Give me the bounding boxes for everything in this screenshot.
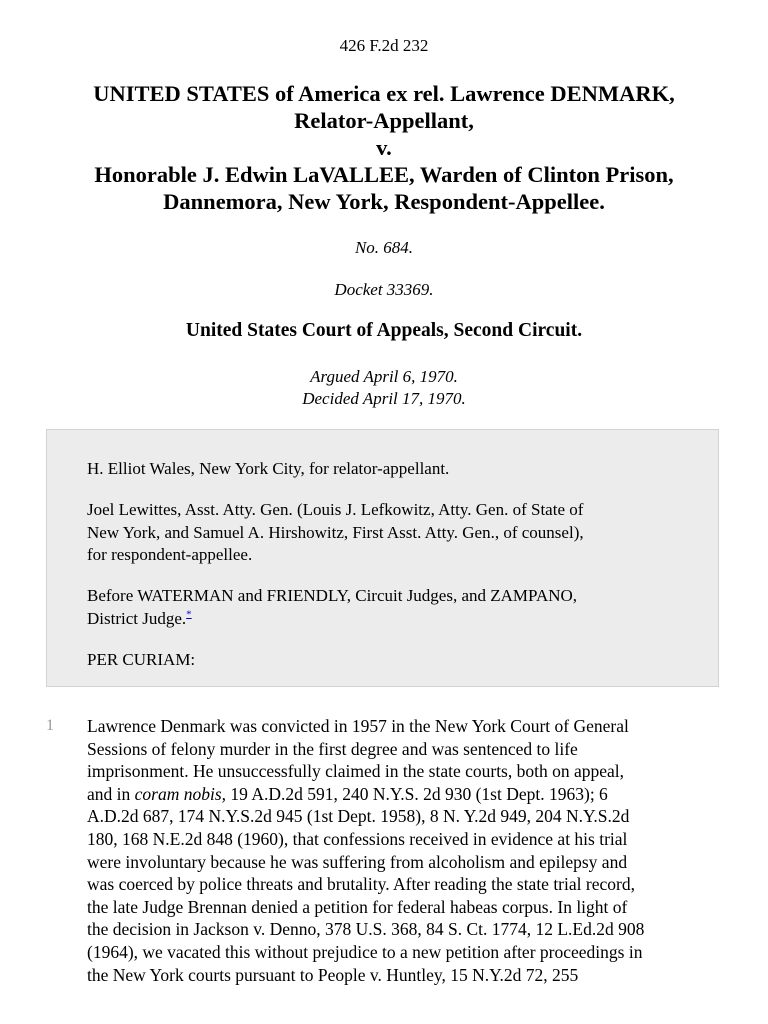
- bench-line-1: Before WATERMAN and FRIENDLY, Circuit Judges, and ZAMPANO,: [87, 586, 578, 605]
- coram-nobis-italic: coram nobis,: [134, 783, 227, 804]
- paragraph-line-2: Sessions of felony murder in the first degree and was sentenced to life: [87, 738, 578, 759]
- opinion-paragraph: [87, 715, 727, 986]
- paragraph-line-7: were involuntary because he was suffering from alcoholism and epilepsy and: [87, 851, 628, 872]
- case-title: [0, 80, 768, 215]
- paragraph-line-1: Lawrence Denmark was convicted in 1957 in the New York Court of General: [87, 716, 629, 736]
- paragraph-line-12: the New York courts pursuant to People v. Huntley, 15 N.Y.2d 72, 255: [87, 964, 579, 985]
- title-line-2: Relator-Appellant,: [294, 108, 474, 133]
- counsel-section: [46, 429, 719, 687]
- paragraph-line-11: (1964), we vacated this without prejudice to a new petition after proceedings in: [87, 941, 643, 962]
- line-4-post: 19 A.D.2d 591, 240 N.Y.S. 2d 930 (1st Dept. 1963); 6: [226, 783, 608, 804]
- relator-counsel: H. Elliot Wales, New York City, for relator-appellant.: [87, 459, 450, 478]
- respondent-counsel-line-2: New York, and Samuel A. Hirshowitz, First Asst. Atty. Gen., of counsel),: [87, 522, 584, 542]
- paragraph-line-5: A.D.2d 687, 174 N.Y.S.2d 945 (1st Dept. 1958), 8 N. Y.2d 949, 204 N.Y.S.2d: [87, 806, 630, 827]
- title-line-1: UNITED STATES of America ex rel. Lawrence DENMARK,: [93, 81, 675, 106]
- paragraph-line-6: 180, 168 N.E.2d 848 (1960), that confessions received in evidence at his trial: [87, 828, 628, 849]
- case-number: No. 684.: [354, 238, 414, 257]
- respondent-counsel-line-3: for respondent-appellee.: [87, 545, 253, 564]
- paragraph-line-10: the decision in Jackson v. Denno, 378 U.S. 368, 84 S. Ct. 1774, 12 L.Ed.2d 908: [87, 919, 645, 940]
- bench-line-2: District Judge.: [87, 608, 187, 628]
- per-curiam-label: PER CURIAM:: [87, 650, 196, 669]
- bench-panel: [87, 585, 687, 630]
- title-line-4: Honorable J. Edwin LaVALLEE, Warden of Clinton Prison,: [94, 162, 674, 187]
- respondent-counsel: [87, 499, 687, 567]
- court-name: United States Court of Appeals, Second Circuit.: [185, 320, 583, 341]
- case-citation: 426 F.2d 232: [339, 36, 429, 55]
- paragraph-line-9: the late Judge Brennan denied a petition for federal habeas corpus. In light of: [87, 896, 628, 917]
- respondent-counsel-line-1: Joel Lewittes, Asst. Atty. Gen. (Louis J. Lefkowitz, Atty. Gen. of State of: [87, 500, 584, 519]
- title-line-5: Dannemora, New York, Respondent-Appellee.: [163, 189, 605, 214]
- paragraph-line-4: [87, 783, 727, 806]
- paragraph-line-8: was coerced by police threats and brutality. After reading the state trial record,: [87, 874, 635, 895]
- argued-date: Argued April 6, 1970.: [310, 367, 458, 386]
- decided-date: Decided April 17, 1970.: [302, 389, 466, 408]
- footnote-link[interactable]: *: [186, 607, 192, 620]
- title-line-3: v.: [376, 135, 392, 160]
- docket-number: Docket 33369.: [334, 280, 434, 299]
- line-4-pre: and in: [87, 783, 135, 804]
- paragraph-line-3: imprisonment. He unsuccessfully claimed in the state courts, both on appeal,: [87, 761, 625, 782]
- case-dates: [0, 366, 768, 410]
- paragraph-number: 1: [46, 717, 54, 734]
